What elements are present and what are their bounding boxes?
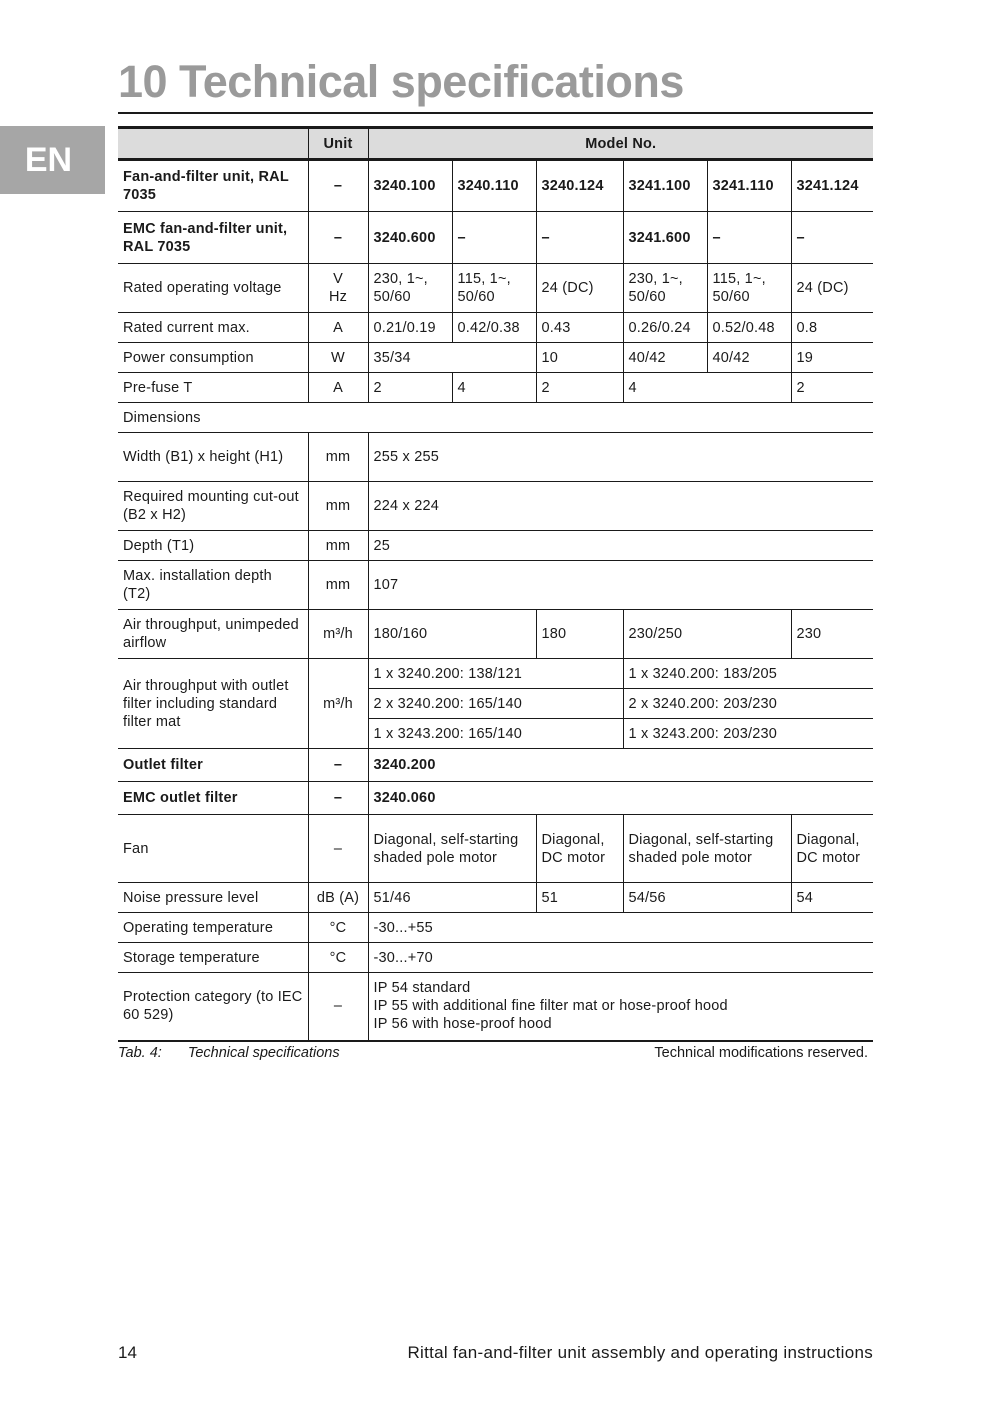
row-label: Power consumption xyxy=(118,343,308,373)
table-row xyxy=(118,610,873,659)
row-label: Air throughput, unimpeded airflow xyxy=(118,610,308,659)
cell: 3240.060 xyxy=(368,782,873,815)
header-model: Model No. xyxy=(368,128,873,160)
cell: 230, 1~, 50/60 xyxy=(623,264,707,313)
cell: 0.26/0.24 xyxy=(623,313,707,343)
row-label: Rated current max. xyxy=(118,313,308,343)
page-number: 14 xyxy=(118,1343,137,1362)
cell: 255 x 255 xyxy=(368,433,873,482)
cell: 3240.600 xyxy=(368,212,452,264)
table-row xyxy=(118,782,873,815)
cell: 2 xyxy=(368,373,452,403)
row-unit xyxy=(308,264,368,313)
cell: 2 xyxy=(791,373,873,403)
cell: 0.52/0.48 xyxy=(707,313,791,343)
cell: 24 (DC) xyxy=(536,264,623,313)
cell: 3240.110 xyxy=(452,160,536,212)
cell: – xyxy=(707,212,791,264)
table-row xyxy=(118,749,873,782)
table-row xyxy=(118,913,873,943)
table-row xyxy=(118,482,873,531)
cell: 51 xyxy=(536,883,623,913)
cell: Diagonal, DC motor xyxy=(536,815,623,883)
cell: 224 x 224 xyxy=(368,482,873,531)
cell xyxy=(368,973,873,1041)
cell: 3241.110 xyxy=(707,160,791,212)
cell: 107 xyxy=(368,561,873,610)
cell: 3240.100 xyxy=(368,160,452,212)
cell: 2 x 3240.200: 165/140 xyxy=(368,689,623,719)
title-rule xyxy=(118,112,873,114)
cell: 10 xyxy=(536,343,623,373)
caption-text: Technical specifications xyxy=(187,1045,340,1061)
row-unit: dB (A) xyxy=(308,883,368,913)
row-label: Required mounting cut-out (B2 x H2) xyxy=(118,482,308,531)
row-unit: m³/h xyxy=(308,610,368,659)
cell: 180/160 xyxy=(368,610,536,659)
protection-line: IP 55 with additional fine filter mat or hose-proof hood xyxy=(373,998,728,1015)
page-title: 10 Technical specifications xyxy=(118,56,684,107)
cell: 4 xyxy=(452,373,536,403)
cell: Diagonal, DC motor xyxy=(791,815,873,883)
table-row xyxy=(118,561,873,610)
cell: – xyxy=(452,212,536,264)
table-row xyxy=(118,264,873,313)
row-unit: °C xyxy=(308,913,368,943)
protection-line: IP 54 standard xyxy=(373,980,471,997)
section-row-dimensions: Dimensions xyxy=(118,403,873,433)
cell: – xyxy=(791,212,873,264)
cell: 1 x 3240.200: 183/205 xyxy=(623,659,873,689)
row-label: Noise pressure level xyxy=(118,883,308,913)
cell: Diagonal, self-starting shaded pole motor xyxy=(623,815,791,883)
table-row xyxy=(118,343,873,373)
row-label: Protection category (to IEC 60 529) xyxy=(118,973,308,1041)
row-unit: mm xyxy=(308,482,368,531)
row-unit: mm xyxy=(308,561,368,610)
unit-volt: V xyxy=(333,271,343,287)
cell: 115, 1~, 50/60 xyxy=(707,264,791,313)
cell: 4 xyxy=(623,373,791,403)
cell: 1 x 3243.200: 165/140 xyxy=(368,719,623,749)
row-unit: °C xyxy=(308,943,368,973)
modifications-note: Technical modifications reserved. xyxy=(654,1045,868,1061)
cell: 1 x 3240.200: 138/121 xyxy=(368,659,623,689)
row-label: Outlet filter xyxy=(118,749,308,782)
row-label: Fan-and-filter unit, RAL 7035 xyxy=(118,160,308,212)
cell: 3241.600 xyxy=(623,212,707,264)
cell: 40/42 xyxy=(707,343,791,373)
unit-hertz: Hz xyxy=(328,289,348,305)
table-header-row xyxy=(118,128,873,160)
table-row xyxy=(118,433,873,482)
row-unit: mm xyxy=(308,433,368,482)
cell: 54/56 xyxy=(623,883,791,913)
table-row xyxy=(118,973,873,1041)
cell: 0.43 xyxy=(536,313,623,343)
row-label: Fan xyxy=(118,815,308,883)
row-unit: mm xyxy=(308,531,368,561)
cell: 230 xyxy=(791,610,873,659)
row-label: Air throughput with outlet filter including standard filter mat xyxy=(118,659,308,749)
cell: 3241.100 xyxy=(623,160,707,212)
cell: – xyxy=(536,212,623,264)
row-label: Rated operating voltage xyxy=(118,264,308,313)
cell: -30...+70 xyxy=(368,943,873,973)
cell: 115, 1~, 50/60 xyxy=(452,264,536,313)
document-title: Rittal fan-and-filter unit assembly and operating instructions xyxy=(407,1343,873,1362)
table-row xyxy=(118,659,873,689)
row-unit: W xyxy=(308,343,368,373)
row-unit: – xyxy=(308,160,368,212)
table-row xyxy=(118,403,873,433)
row-unit: A xyxy=(308,313,368,343)
cell: 0.42/0.38 xyxy=(452,313,536,343)
cell: 3241.124 xyxy=(791,160,873,212)
row-label: Operating temperature xyxy=(118,913,308,943)
table-row xyxy=(118,212,873,264)
cell: -30...+55 xyxy=(368,913,873,943)
cell: 2 x 3240.200: 203/230 xyxy=(623,689,873,719)
row-unit: – xyxy=(308,212,368,264)
table-row xyxy=(118,313,873,343)
cell: 51/46 xyxy=(368,883,536,913)
row-unit: – xyxy=(308,815,368,883)
protection-line: IP 56 with hose-proof hood xyxy=(373,1016,552,1033)
cell: 3240.124 xyxy=(536,160,623,212)
cell: 19 xyxy=(791,343,873,373)
row-unit: A xyxy=(308,373,368,403)
cell: 3240.200 xyxy=(368,749,873,782)
cell: 180 xyxy=(536,610,623,659)
table-row xyxy=(118,373,873,403)
cell: 230, 1~, 50/60 xyxy=(368,264,452,313)
row-unit: – xyxy=(308,782,368,815)
table-row xyxy=(118,883,873,913)
table-row xyxy=(118,531,873,561)
table-row xyxy=(118,943,873,973)
cell: 54 xyxy=(791,883,873,913)
row-label: Storage temperature xyxy=(118,943,308,973)
row-label: Pre-fuse T xyxy=(118,373,308,403)
row-label: Max. installation depth (T2) xyxy=(118,561,308,610)
cell: 40/42 xyxy=(623,343,707,373)
row-label: EMC outlet filter xyxy=(118,782,308,815)
cell: Diagonal, self-starting shaded pole motor xyxy=(368,815,536,883)
table-caption xyxy=(118,1045,340,1061)
cell: 1 x 3243.200: 203/230 xyxy=(623,719,873,749)
row-label: Depth (T1) xyxy=(118,531,308,561)
row-unit: m³/h xyxy=(308,659,368,749)
table-row xyxy=(118,815,873,883)
row-label: EMC fan-and-filter unit, RAL 7035 xyxy=(118,212,308,264)
cell: 0.21/0.19 xyxy=(368,313,452,343)
row-label: Width (B1) x height (H1) xyxy=(118,433,308,482)
header-label-cell xyxy=(118,128,308,160)
cell: 230/250 xyxy=(623,610,791,659)
header-unit: Unit xyxy=(308,128,368,160)
table-row xyxy=(118,160,873,212)
cell: 24 (DC) xyxy=(791,264,873,313)
row-unit: – xyxy=(308,749,368,782)
row-unit: – xyxy=(308,973,368,1041)
caption-number: Tab. 4: xyxy=(118,1045,162,1061)
cell: 25 xyxy=(368,531,873,561)
language-tab: EN xyxy=(0,126,105,194)
cell: 35/34 xyxy=(368,343,536,373)
cell: 2 xyxy=(536,373,623,403)
spec-table xyxy=(118,126,873,1042)
cell: 0.8 xyxy=(791,313,873,343)
